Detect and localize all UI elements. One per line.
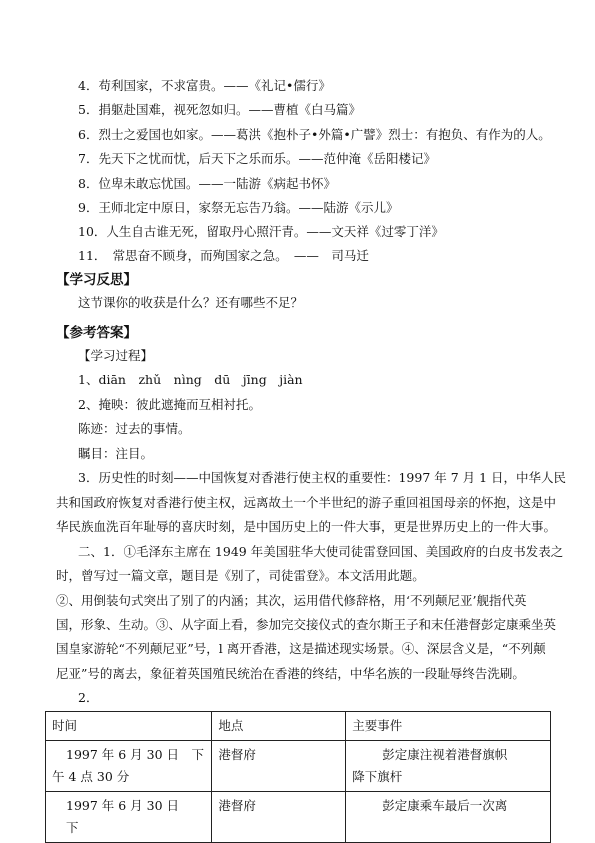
part2-line-5: 国皇家游轮“不列颠尼亚”号，l 离开香港，这是描述现实场景。④、深层含义是，“不列颠 xyxy=(56,641,546,656)
quote-8: 8．位卑未敢忘忧国。——一陆游《病起书怀》 xyxy=(78,176,336,191)
process-subheading: 【学习过程】 xyxy=(78,348,154,363)
part2-line-3: ②、用倒装句式突出了别了的内涵；其次，运用借代修辞格，用‘不列颠尼亚’舰指代英 xyxy=(56,593,527,608)
part2-line-2: 时，曾写过一篇文章，题目是《别了，司徒雷登》。本文活用此题。 xyxy=(56,568,425,583)
row-time-line-1: 1997 年 6 月 30 日 下 xyxy=(66,747,205,762)
table-header-row xyxy=(46,712,551,741)
row-place: 港督府 xyxy=(212,741,346,792)
answer-3-line-3: 华民族血洗百年耻辱的喜庆时刻，是中国历史上的一件大事，更是世界历史上的一件大事。 xyxy=(56,519,557,534)
quote-7: 7．先天下之忧而忧，后天下之乐而乐。——范仲淹《岳阳楼记》 xyxy=(78,151,436,166)
table-label: 2． xyxy=(78,690,99,705)
row-event-line-2: 降下旗杆 xyxy=(352,769,403,784)
header-time: 时间 xyxy=(46,712,212,741)
row-event xyxy=(346,792,551,843)
row-time-line-1: 1997 年 6 月 30 日 下 xyxy=(66,798,205,835)
row-time-line-2: 午 4 点 30 分 xyxy=(52,769,130,784)
quote-10: 10．人生自古谁无死，留取丹心照汗青。——文天祥《过零丁洋》 xyxy=(78,224,444,239)
part2-line-4: 国，形象、生动。③、从字面上看，参加完交接仪式的查尔斯王子和末任港督彭定康乘坐英 xyxy=(56,617,557,632)
answer-3-line-1: 3．历史性的时刻——中国恢复对香港行使主权的重要性：1997 年 7 月 1 日，中华人民 xyxy=(78,470,567,485)
quote-5: 5．捐躯赴国难，视死忽如归。——曹植《白马篇》 xyxy=(78,102,361,117)
table-row xyxy=(46,741,551,792)
row-time xyxy=(46,741,212,792)
reflection-heading: 【学习反思】 xyxy=(56,272,137,288)
quote-11: 11． 常思奋不顾身，而殉国家之急。 —— 司马迁 xyxy=(78,248,369,263)
answer-yanying: 2、掩映：彼此遮掩而互相衬托。 xyxy=(78,397,261,412)
table-row xyxy=(46,792,551,843)
part2-line-1: 二、1．①毛泽东主席在 1949 年美国驻华大使司徒雷登回国、美国政府的白皮书发表之 xyxy=(78,544,564,559)
row-time xyxy=(46,792,212,843)
pinyin-answer: 1、diān zhǔ nìng dū jīng jiàn xyxy=(78,372,303,387)
row-place: 港督府 xyxy=(212,792,346,843)
header-place: 地点 xyxy=(212,712,346,741)
header-event: 主要事件 xyxy=(346,712,551,741)
answer-zhumu: 瞩目：注目。 xyxy=(78,446,154,461)
part2-line-6: 尼亚”号的离去，象征着英国殖民统治在香港的终结，中华名族的一段耻辱终告洗刷。 xyxy=(56,666,525,681)
quote-9: 9．王师北定中原日，家祭无忘告乃翁。——陆游《示儿》 xyxy=(78,200,399,215)
quote-6: 6．烈士之爱国也如家。——葛洪《抱朴子•外篇•广譬》烈士：有抱负、有作为的人。 xyxy=(78,127,551,142)
reflection-question: 这节课你的收获是什么？还有哪些不足？ xyxy=(78,295,304,310)
answers-heading: 【参考答案】 xyxy=(56,325,137,341)
quote-4: 4．苟利国家，不求富贵。——《礼记•儒行》 xyxy=(78,78,331,93)
events-table xyxy=(45,711,551,843)
row-event xyxy=(346,741,551,792)
row-event-line-1: 彭定康注视着港督旗帜 xyxy=(382,747,508,762)
answer-chenji: 陈迹：过去的事情。 xyxy=(78,421,191,436)
row-event-line-1: 彭定康乘车最后一次离 xyxy=(382,798,508,813)
answer-3-line-2: 共和国政府恢复对香港行使主权，远离故土一个半世纪的游子重回祖国母亲的怀抱，这是中 xyxy=(56,495,557,510)
